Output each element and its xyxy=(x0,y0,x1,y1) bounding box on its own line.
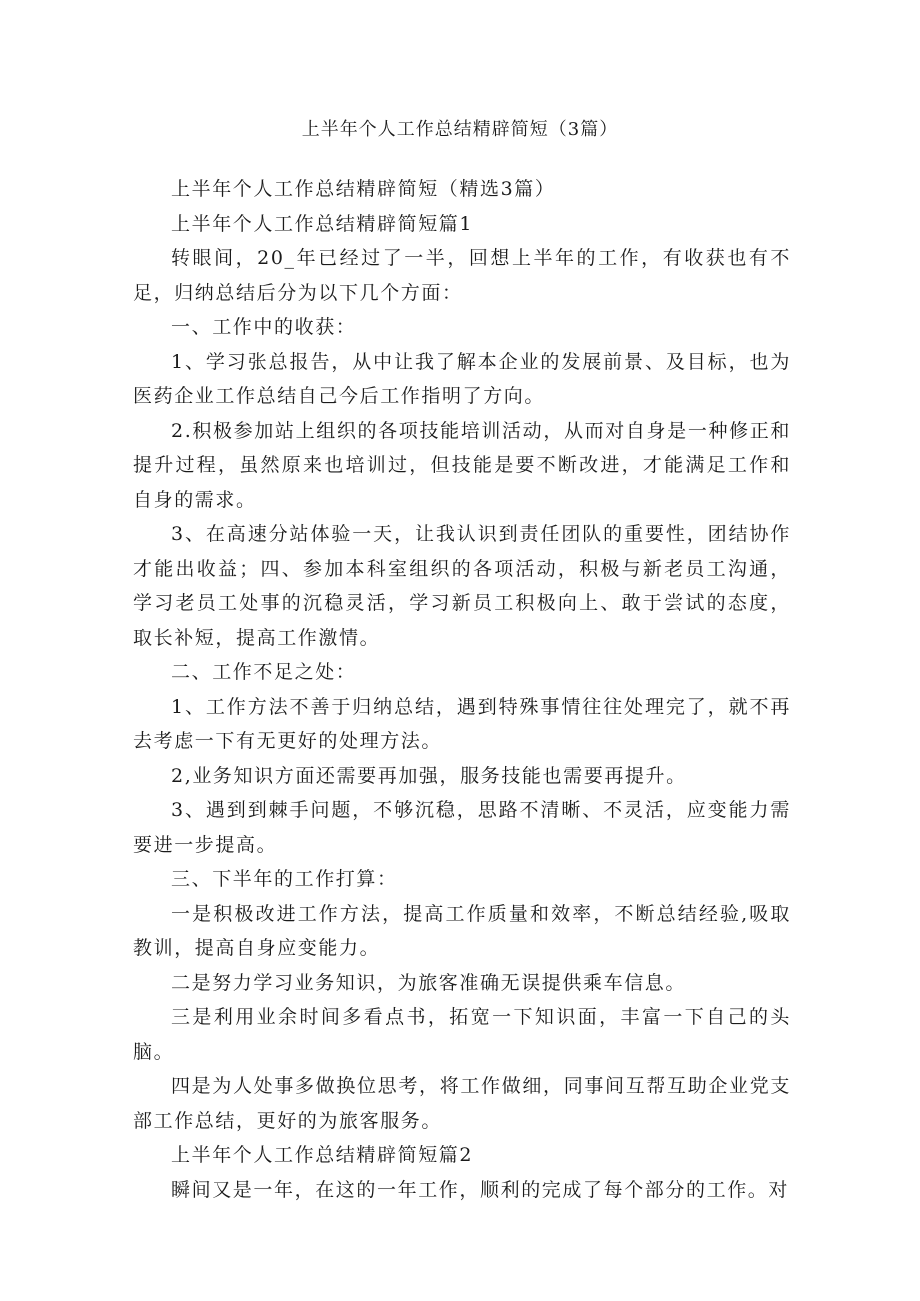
subheading-gains: 一、工作中的收获： xyxy=(171,316,357,338)
body-paragraph: 1、学习张总报告，从中让我了解本企业的发展前景、及目标，也为医药企业工作总结自己今后工作指明了方向。 xyxy=(133,350,791,407)
subheading-shortcomings: 二、工作不足之处： xyxy=(171,661,357,683)
body-paragraph: 1、工作方法不善于归纳总结，遇到特殊事情往往处理完了，就不再去考虑一下有无更好的处理方法。 xyxy=(133,695,791,752)
body-paragraph: 瞬间又是一年，在这的一年工作，顺利的完成了每个部分的工作。对 xyxy=(171,1178,790,1201)
section-heading-2: 上半年个人工作总结精辟简短篇2 xyxy=(171,1144,474,1166)
document-body xyxy=(133,172,791,1207)
document-title: 上半年个人工作总结精辟简短（3篇） xyxy=(301,119,619,140)
body-paragraph: 二是努力学习业务知识，为旅客准确无误提供乘车信息。 xyxy=(171,971,687,994)
body-paragraph: 2.积极参加站上组织的各项技能培训活动，从而对自身是一种修正和提升过程，虽然原来也培训过，但技能是要不断改进，才能满足工作和自身的需求。 xyxy=(133,419,791,511)
body-paragraph: 3、在高速分站体验一天，让我认识到责任团队的重要性，团结协作才能出收益；四、参加本科室组织的各项活动，积极与新老员工沟通，学习老员工处事的沉稳灵活，学习新员工积极向上、敢于尝试的态度，取长补短，提高工作激情。 xyxy=(133,523,791,649)
subtitle-paragraph: 上半年个人工作总结精辟简短（精选3篇） xyxy=(171,178,556,200)
body-paragraph: 一是积极改进工作方法，提高工作质量和效率，不断总结经验,吸取教训，提高自身应变能力。 xyxy=(133,902,791,959)
body-paragraph: 四是为人处事多做换位思考，将工作做细，同事间互帮互助企业党支部工作总结，更好的为旅客服务。 xyxy=(133,1075,791,1132)
body-paragraph: 3、遇到到棘手问题，不够沉稳，思路不清晰、不灵活，应变能力需要进一步提高。 xyxy=(133,799,791,856)
body-paragraph: 转眼间，20_年已经过了一半，回想上半年的工作，有收获也有不足，归纳总结后分为以下几个方面： xyxy=(133,247,791,304)
section-heading-1: 上半年个人工作总结精辟简短篇1 xyxy=(171,212,474,235)
subheading-plans: 三、下半年的工作打算： xyxy=(171,868,398,890)
body-paragraph: 2,业务知识方面还需要再加强，服务技能也需要再提升。 xyxy=(171,764,687,787)
body-paragraph: 三是利用业余时间多看点书，拓宽一下知识面，丰富一下自己的头脑。 xyxy=(133,1006,791,1063)
